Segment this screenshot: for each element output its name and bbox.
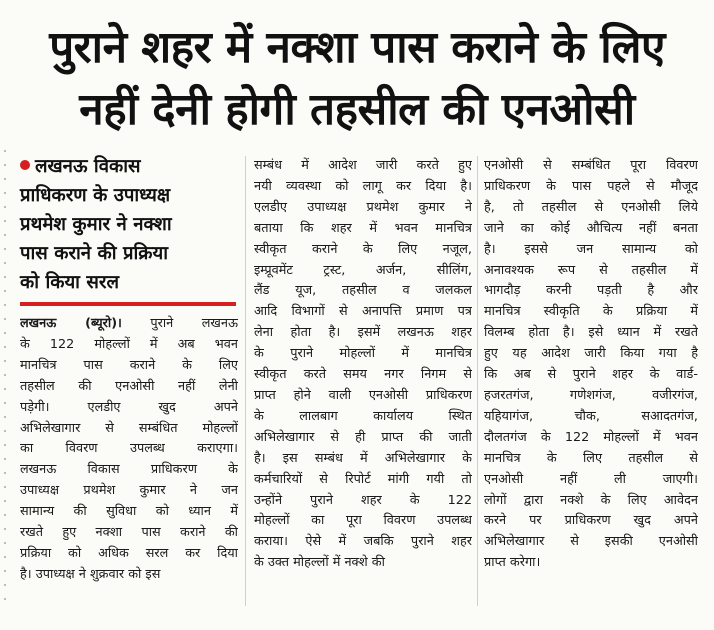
- article-line: लोगों द्वारा नक्शे के लिए आवेदन: [484, 492, 698, 508]
- article-column-1: [20, 314, 238, 586]
- article-line: स्वीकृत करते समय नगर निगम से: [254, 367, 472, 383]
- column-divider: [245, 156, 246, 606]
- article-line: कर्मचारियों से रिपोर्ट मांगी गयी तो: [254, 471, 472, 487]
- subheadline-line: को किया सरल: [20, 272, 120, 293]
- article-line: सम्बंध में आदेश जारी करते हुए: [254, 158, 472, 173]
- article-line: तहसील की एनओसी नहीं लेनी: [20, 378, 238, 394]
- article-line: है, तो तहसील से एनओसी लिये: [484, 199, 698, 215]
- article-line: कि अब से पुराने शहर के वार्ड-: [484, 367, 698, 383]
- article-line: अनावश्यक रूप से तहसील में: [484, 262, 698, 278]
- article-line: एनओसी से सम्बंधित पूरा विवरण: [484, 158, 698, 173]
- subheadline-line: प्राधिकरण के उपाध्यक्ष: [20, 185, 171, 206]
- article-line: अभिलेखागार से इसकी एनओसी: [484, 534, 698, 550]
- article-line: मानचित्र स्वीकृति के प्रक्रिया में: [484, 304, 698, 320]
- article-line: एनओसी नहीं ली जाएगी।: [484, 471, 698, 487]
- article-line: मोहल्लों का पूरा विवरण उपलब्ध: [254, 513, 472, 529]
- article-line: के 122 मोहल्लों में अब भवन: [20, 336, 238, 352]
- margin-dotted-line: [4, 150, 6, 600]
- article-line: लखनऊ विकास प्राधिकरण के: [20, 462, 238, 478]
- article-line: आदि विभागों से अनापत्ति प्रमाण पत्र: [254, 304, 472, 320]
- subheadline: [20, 152, 236, 300]
- article-line: बताया कि शहर में भवन मानचित्र: [254, 220, 472, 236]
- article-line: एलडीए उपाध्यक्ष प्रथमेश कुमार ने: [254, 199, 472, 215]
- article-line: मानचित्र पास कराने के लिए: [20, 357, 238, 373]
- article-line: जाने का कोई औचित्य नहीं बनता: [484, 220, 698, 236]
- article-line: का विवरण उपलब्ध कराएगा।: [20, 441, 238, 457]
- article-line: दौलतगंज के 122 मोहल्लों में भवन: [484, 429, 698, 445]
- article-line: हजरतगंज, गणेशगंज, वजीरगंज,: [484, 387, 698, 403]
- subheadline-line: पास कराने की प्रक्रिया: [20, 243, 169, 264]
- dateline: लखनऊ (ब्यूरो)।: [20, 316, 122, 331]
- article-line: लेना होता है। इसमें लखनऊ शहर: [254, 325, 472, 341]
- article-line: अभिलेखागार से सम्बंधित मोहल्लों: [20, 420, 238, 436]
- article-line: है। इससे जन सामान्य को: [484, 241, 698, 257]
- column-divider: [477, 156, 478, 606]
- article-line: के उक्त मोहल्लों में नक्शे की: [254, 555, 385, 571]
- article-line: है। इस सम्बंध में अभिलेखागार के: [254, 450, 472, 466]
- article-line: नयी व्यवस्था को लागू कर दिया है।: [254, 178, 472, 194]
- article-line: लखनऊ (ब्यूरो)। पुराने लखनऊ: [20, 316, 238, 331]
- subheadline-line: लखनऊ विकास: [20, 152, 236, 181]
- article-line: प्रक्रिया को अधिक सरल कर दिया: [20, 545, 238, 561]
- article-line: प्राप्त करेगा।: [484, 555, 541, 571]
- article-line: के लालबाग कार्यालय स्थित: [254, 408, 472, 424]
- headline-line-2: नहीं देनी होगी तहसील की एनओसी: [79, 84, 635, 135]
- article-line: प्राप्त होने वाली एनओसी प्राधिकरण: [254, 387, 472, 403]
- article-line: हुए यह आदेश जारी किया गया है: [484, 346, 698, 362]
- article-line: करने पर प्राधिकरण खुद अपने: [484, 513, 698, 529]
- subheadline-rule: [20, 302, 236, 306]
- article-line: यहियागंज, चौक, सआदतगंज,: [484, 408, 698, 424]
- article-line: है। उपाध्यक्ष ने शुक्रवार को इस: [20, 566, 161, 582]
- article-line: भागदौड़ करनी पड़ती है और: [484, 283, 698, 299]
- article-line: के पुराने मोहल्लों में मानचित्र: [254, 346, 472, 362]
- article-line: उन्होंने पुराने शहर के 122: [254, 492, 472, 508]
- article-line: प्राधिकरण के पास पहले से मौजूद: [484, 178, 698, 194]
- article-line: उपाध्यक्ष प्रथमेश कुमार ने जन: [20, 483, 238, 499]
- article-line: अभिलेखागार से ही प्राप्त की जाती: [254, 429, 472, 445]
- article-line: मानचित्र के लिए तहसील से: [484, 450, 698, 466]
- article-line: इम्प्रूवमेंट ट्रस्ट, अर्जन, सीलिंग,: [254, 262, 472, 278]
- article-line: कराया। ऐसे में जबकि पुराने शहर: [254, 534, 472, 550]
- headline: [0, 0, 714, 150]
- headline-line-1: पुराने शहर में नक्शा पास कराने के लिए: [49, 22, 665, 73]
- article-line: लैंड यूज, तहसील व जलकल: [254, 283, 472, 299]
- article-line: रखते हुए नक्शा पास कराने की: [20, 525, 238, 541]
- article-column-2: [254, 156, 472, 574]
- article-line: विलम्ब होता है। इसे ध्यान में रखते: [484, 325, 698, 341]
- bullet-icon: [20, 160, 30, 170]
- subheadline-line: प्रथमेश कुमार ने नक्शा: [20, 214, 172, 235]
- article-line: सामान्य की सुविधा को ध्यान में: [20, 504, 238, 520]
- article-line: स्वीकृत कराने के लिए नजूल,: [254, 241, 472, 257]
- article-line: पड़ेगी। एलडीए खुद अपने: [20, 399, 238, 415]
- article-column-3: [484, 156, 698, 574]
